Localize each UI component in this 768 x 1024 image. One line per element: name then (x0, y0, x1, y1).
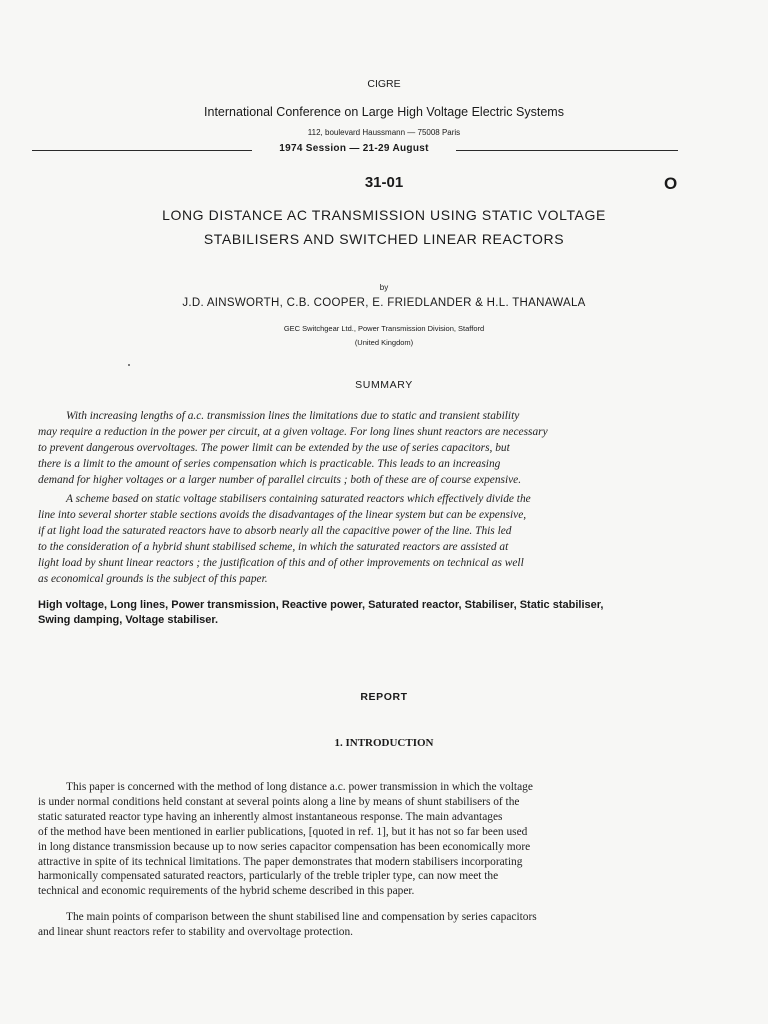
by-label: by (379, 283, 389, 292)
keywords-line: High voltage, Long lines, Power transmission, Reactive power, Saturated reactor, Stabiliser, Static stabiliser, (38, 599, 604, 611)
text-line: The main points of comparison between the shunt stabilised line and compensation by series capacitors (66, 911, 537, 923)
text-line: and linear shunt reactors refer to stability and overvoltage protection. (38, 925, 354, 938)
text-line: as economical grounds is the subject of this paper. (38, 573, 268, 585)
country: (United Kingdom) (354, 338, 414, 347)
text-line: is under normal conditions held constant at several points along a line by means of shunt stabilisers of the (38, 795, 520, 808)
conference-address: 112, boulevard Haussmann — 75008 Paris (307, 128, 461, 137)
paper-code: 31-01 (364, 174, 404, 191)
text-line: of the method have been mentioned in earlier publications, [quoted in ref. 1], but it has not so far been used (38, 825, 528, 838)
authors: J.D. AINSWORTH, C.B. COOPER, E. FRIEDLANDER & H.L. THANAWALA (182, 297, 586, 309)
stray-mark (128, 364, 130, 366)
text-line: With increasing lengths of a.c. transmission lines the limitations due to static and transient stability (66, 410, 520, 422)
organisation-name: CIGRE (367, 78, 401, 90)
text-line: static saturated reactor type having an inherently almost instantaneous response. The main advantages (38, 810, 503, 823)
session-line (32, 143, 678, 159)
report-heading: REPORT (360, 691, 408, 703)
text-line: light load by shunt linear reactors ; the justification of this and of other improvements on technical as well (38, 557, 524, 569)
text-line: This paper is concerned with the method of long distance a.c. power transmission in which the voltage (66, 781, 533, 793)
keywords (38, 598, 728, 628)
section-heading: 1. INTRODUCTION (334, 737, 434, 749)
text-line: harmonically compensated saturated reactors, particularly of the treble tripler type, can now meet the (38, 870, 499, 883)
text-line: demand for higher voltages or a larger number of parallel circuits ; both of these are of course expensive. (38, 474, 522, 486)
conference-name: International Conference on Large High Voltage Electric Systems (204, 105, 564, 119)
paper-title-line-2: STABILISERS AND SWITCHED LINEAR REACTORS (203, 231, 565, 247)
session-text: 1974 Session — 21-29 August (279, 143, 429, 154)
left-rule (32, 150, 252, 151)
group-mark: O (664, 174, 678, 193)
intro-paragraph-1 (38, 780, 718, 899)
text-line: to prevent dangerous overvoltages. The power limit can be extended by the use of series capacitors, but (38, 442, 510, 454)
summary-heading: SUMMARY (355, 379, 413, 391)
text-line: may require a reduction in the power per circuit, at a given voltage. For long lines shunt reactors are necessary (38, 426, 548, 438)
summary-paragraph-2 (38, 491, 694, 587)
text-line: there is a limit to the amount of series compensation which is practicable. This leads to an increasing (38, 458, 501, 470)
text-line: attractive in spite of its technical limitations. The paper demonstrates that modern stabilisers incorporating (38, 855, 523, 868)
affiliation: GEC Switchgear Ltd., Power Transmission Division, Stafford (283, 324, 485, 333)
paper-title-line-1: LONG DISTANCE AC TRANSMISSION USING STATIC VOLTAGE (162, 207, 606, 223)
summary-paragraph-1 (38, 408, 694, 488)
right-rule (456, 150, 678, 151)
text-line: if at light load the saturated reactors have to absorb nearly all the capacitive power of the line. This led (38, 525, 512, 537)
text-line: in long distance transmission because up to now series capacitor compensation has been economically more (38, 840, 531, 853)
text-line: to the consideration of a hybrid shunt stabilised scheme, in which the saturated reactors are assisted at (38, 541, 509, 553)
text-line: A scheme based on static voltage stabilisers containing saturated reactors which effectively divide the (66, 493, 531, 505)
intro-paragraph-2 (38, 910, 718, 940)
text-line: line into several shorter stable sections avoids the disadvantages of the linear system but can be expensive, (38, 509, 527, 521)
text-line: technical and economic requirements of the hybrid scheme described in this paper. (38, 885, 415, 898)
keywords-line: Swing damping, Voltage stabiliser. (38, 614, 219, 626)
